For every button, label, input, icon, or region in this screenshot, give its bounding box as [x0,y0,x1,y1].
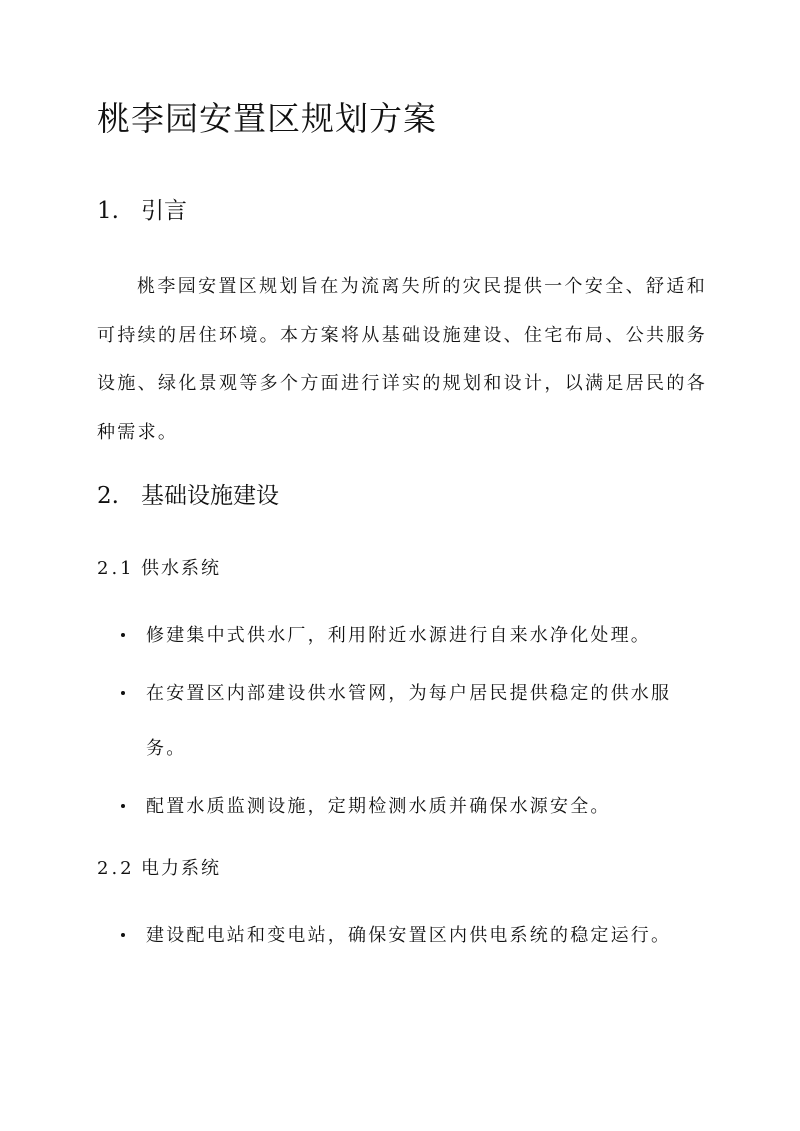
list-item-text: 建设配电站和变电站，确保安置区内供电系统的稳定运行。 [146,925,672,946]
list-item-text: 在安置区内部建设供水管网，为每户居民提供稳定的供水服务。 [146,683,672,759]
bullet-icon [121,633,125,637]
bullet-icon [121,804,125,808]
subsection-number: 2.1 [97,558,135,579]
introduction-paragraph: 桃李园安置区规划旨在为流离失所的灾民提供一个安全、舒适和可持续的居住环境。本方案将从基础设施建设、住宅布局、公共服务设施、绿化景观等多个方面进行详实的规划和设计，以满足居民的各种需求。 [97,276,707,443]
list-item [97,779,707,834]
section-number: 2. [97,483,119,509]
list-item-text: 配置水质监测设施，定期检测水质并确保水源安全。 [146,796,611,817]
subsection-number: 2.2 [97,858,135,879]
section-heading-introduction [97,194,187,228]
list-item [97,608,707,663]
subsection-title: 供水系统 [141,558,221,579]
section-number: 1. [97,198,119,224]
list-item [97,666,707,776]
power-system-list [97,908,707,963]
section-title: 引言 [141,198,187,224]
section-heading-infrastructure [97,479,279,513]
subsection-heading-water-supply [97,555,221,583]
bullet-icon [121,691,125,695]
subsection-heading-power-system [97,855,221,883]
section-title: 基础设施建设 [141,483,279,509]
list-item [97,908,707,963]
bullet-icon [121,933,125,937]
document-title: 桃李园安置区规划方案 [97,99,437,138]
list-item-text: 修建集中式供水厂，利用附近水源进行自来水净化处理。 [146,625,651,646]
subsection-title: 电力系统 [141,858,221,879]
water-supply-list [97,608,707,834]
